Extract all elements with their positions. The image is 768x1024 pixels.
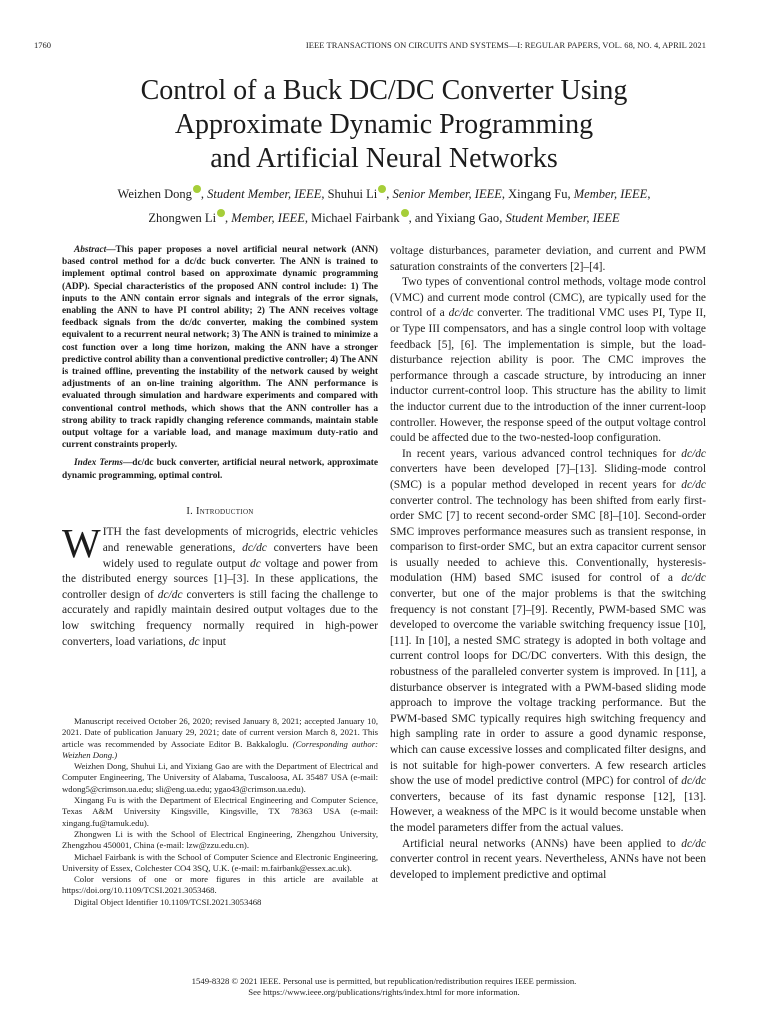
footnote <box>62 716 378 761</box>
text-run: dc/dc <box>681 837 706 850</box>
intro-first-word: ITH <box>102 526 122 539</box>
text-run: input <box>199 635 226 648</box>
title-line-1: Control of a Buck DC/DC Converter Using <box>140 75 628 106</box>
author-name: Weizhen Dong <box>117 187 192 201</box>
abstract-text: This paper proposes a novel artificial neural network (ANN) based control method for a dc/dc buck converter. The ANN is trained to implement optimal control based on approximate dynamic programming (ADP). Special characteristics of the proposed ANN control include: 1) The inputs to the ANN contain error signals and integrals of the error signals, enabling the ANN to have PI control ability; 2) The ANN receives voltage feedback signals from the dc/dc converter, making the combined system equivalent to a recurrent neural network; 3) The ANN is trained to minimize a cost function over a long time horizon, making the ANN have a stronger predictive control ability than a conventional predictive controller; 4) The ANN is trained offline, preventing the instability of the network caused by weight adjustments of an on-line training algorithm. The ANN performance is evaluated through simulation and hardware experiments and compared with conventional control methods, which shows that the ANN controller has a strong ability to track rapidly changing reference commands, maintain stable output voltage for a variable load, and manage maximum duty-ratio and current constraints properly. <box>62 245 378 451</box>
title-line-2: Approximate Dynamic Programming <box>174 109 594 140</box>
author-name: Yixiang Gao <box>435 211 500 225</box>
text-run: dc/dc <box>157 588 183 601</box>
text-run: (Corresponding author: Weizhen Dong.) <box>62 738 378 760</box>
index-terms: Index Terms—dc/dc buck converter, artificial neural network, approximate dynamic programming, optimal control. <box>62 458 379 481</box>
body-paragraph <box>390 837 706 884</box>
abstract: Abstract—This paper proposes a novel artificial neural network (ANN) based control method for a dc/dc buck converter. The ANN is trained to implement optimal control based on approximate dynamic programming (ADP). Special characteristics of the proposed ANN control include: 1) The inputs to the ANN contain error signals and integrals of the error signals, enabling the ANN to have PI control ability; 2) The ANN receives voltage feedback signals from the dc/dc converter, making the combined system equivalent to a recurrent neural network; 3) The ANN is trained to minimize a cost function over a long time horizon, making the ANN have a stronger predictive control ability than a conventional predictive controller; 4) The ANN is trained offline, preventing the instability of the network caused by weight adjustments of an on-line training algorithm. The ANN performance is evaluated through simulation and hardware experiments and compared with conventional control methods, which shows that the ANN controller has a strong ability to track rapidly changing reference commands, maintain stable output voltage for a variable load, and manage maximum duty-ratio and current constraints properly. <box>62 245 378 451</box>
right-column <box>390 244 706 883</box>
copyright-notice <box>100 976 668 998</box>
author-membership: Member, IEEE <box>573 187 648 201</box>
footnote: Color versions of one or more figures in this article are available at https://doi.org/10.1109/TCSI.2021.3053468. <box>62 874 378 896</box>
text-run: dc <box>250 557 261 570</box>
author-membership: Student Member, IEEE <box>207 187 322 201</box>
text-run: voltage and power from the distributed energy sources [1]–[3]. In these applications, the controller design of <box>62 557 378 601</box>
footnotes <box>62 716 378 908</box>
text-run: dc/dc <box>681 775 706 788</box>
footnote: Digital Object Identifier 10.1109/TCSI.2021.3053468 <box>74 896 262 907</box>
body-paragraph <box>390 447 706 837</box>
text-run: Two types of conventional control methods, voltage mode control (VMC) and current mode control (CMC), are typically used for the control of a <box>390 276 706 320</box>
author-name: Zhongwen Li <box>148 211 217 225</box>
abstract-label: Abstract <box>74 245 107 255</box>
orcid-icon[interactable] <box>401 209 409 217</box>
text-run: Manuscript received October 26, 2020; revised January 8, 2021; accepted January 10, 2021. Date of publication January 29, 2021; date of current version March 8, 2021. This article was recommended by Associate Editor B. Bakkaloglu. <box>62 716 378 749</box>
intro-paragraph <box>62 520 379 650</box>
orcid-icon[interactable] <box>378 185 386 193</box>
author-list: Weizhen Dong , Student Member, IEEE, Shuhui Li , Senior Member, IEEE, Xingang Fu, Member, IEEE, Zhongwen Li , Member, IEEE, Michael Fairbank , and Yixiang Gao, Student Member, IEEE <box>117 187 651 225</box>
text-run: converter. The traditional VMC uses PI, Type II, or Type III compensators, and has a single control loop with voltage feedback [5], [6]. The implementation is simple, but the load-disturbance rejection ability is poor. The CMC improves the performance through a cascade structure, by introducing an inner inductor current-control loop. This structure has the ability to limit the inductor current due to the introduction of the inner current-loop controller. However, the response speed of the output voltage control could be affected due to the two-nested-loop configuration. <box>390 307 706 445</box>
index-terms-label: Index Terms <box>74 458 123 469</box>
footnote: Weizhen Dong, Shuhui Li, and Yixiang Gao are with the Department of Electrical and Computer Engineering, The University of Alabama, Tuscaloosa, AL 35487 USA (e-mail: wdong5@crimson.ua.edu; sli@eng.ua.edu; ygao43@crimson.ua.edu). <box>62 761 378 794</box>
text-run: dc/dc <box>681 447 706 460</box>
text-run: dc/dc <box>681 478 706 491</box>
text-run: Artificial neural networks (ANNs) have been applied to <box>402 837 682 850</box>
text-run: dc <box>188 635 200 648</box>
journal-header: IEEE TRANSACTIONS ON CIRCUITS AND SYSTEMS—I: REGULAR PAPERS, VOL. 68, NO. 4, APRIL 2021 <box>305 40 706 50</box>
text-run: converter, but one of the major problems is that the switching frequency is not constant [7]–[9]. Recently, PWM-based SMC was developed to overcome the variable switching frequency issue [10], [11]. In [10], a nested SMC strategy is adopted in both voltage and current control loops for DC/DC converters. With this design, the robustness of the paralleled converter system is improved. In [11], a disturbance observer is integrated with a PWM-based sliding mode approach to improve the voltage tracking performance. But the PWM-based SMC typically requires high switching frequency and high sampling rate in order to assure a good dynamic response, which can cause excessive losses and complicated filter designs, and is not suitable for high-power converters. A few research articles show the use of model predictive control (MPC) for control of <box>390 588 706 788</box>
author-name: Shuhui Li <box>327 187 378 201</box>
page-number: 1760 <box>34 40 51 50</box>
paper-title <box>60 74 708 176</box>
author-name: Michael Fairbank <box>311 211 400 225</box>
text-run: converter control in recent years. Nevertheless, ANNs have not been developed to implement predictive and optimal <box>390 853 706 881</box>
index-terms-text: dc/dc buck converter, artificial neural network, approximate dynamic programming, optimal control. <box>62 458 379 481</box>
text-run: converters, because of its fast dynamic response [12], [13]. However, a weakness of the MPC is it would become unstable when the model parameters differ from the actual values. <box>390 790 706 834</box>
body-paragraph: voltage disturbances, parameter deviation, and current and PWM saturation constraints of the converters [2]–[4]. <box>390 245 706 273</box>
copyright-line[interactable]: See https://www.ieee.org/publications/rights/index.html for more information. <box>248 987 520 997</box>
author-conjunction: and <box>414 211 433 225</box>
author-membership: Member, IEEE <box>231 211 305 225</box>
orcid-icon[interactable] <box>217 209 225 217</box>
text-run: dc/dc <box>448 307 474 320</box>
text-run: the fast developments of microgrids, electric vehicles and renewable generations, <box>102 526 378 555</box>
text-run: converter control. The technology has been shifted from early first-order SMC [7] to recent second-order SMC [8]–[10]. Second-order SMC improves performance measures such as transient response, in comparison to first-order SMC, but an extra capacitor current sensor is usually needed to achieve this. Conventionally, hysteresis-modulation (HM) based SMC isused for control of a <box>390 494 706 585</box>
footnote: Zhongwen Li is with the School of Electrical Engineering, Zhengzhou University, Zhengzhou 450001, China (e-mail: lzw@zzu.edu.cn). <box>62 828 378 851</box>
text-run: dc/dc <box>681 572 706 585</box>
text-run: dc/dc <box>242 542 267 555</box>
text-run: converters is still facing the challenge to accurately and rapidly maintain desired output voltages due to the low switching frequency normally required in high-power converters, load variations, <box>62 588 379 648</box>
author-name: Xingang Fu <box>508 187 568 201</box>
orcid-icon[interactable] <box>193 185 201 193</box>
title-line-3: and Artificial Neural Networks <box>210 143 558 174</box>
copyright-line: 1549-8328 © 2021 IEEE. Personal use is permitted, but republication/redistribution requires IEEE permission. <box>191 976 577 986</box>
footnote: Xingang Fu is with the Department of Electrical Engineering and Computer Science, Texas A&M University Kingsville, Kingsville, TX 78363 USA (e-mail: xingang.fu@tamuk.edu). <box>62 795 378 828</box>
body-paragraph <box>390 275 706 447</box>
author-membership: Student Member, IEEE <box>505 211 620 225</box>
text-run: In recent years, various advanced control techniques for <box>402 447 682 460</box>
section-heading <box>62 504 378 520</box>
drop-cap: W <box>62 520 101 567</box>
section-numeral: I. <box>186 505 194 517</box>
text-run: converters have been developed [7]–[13]. Sliding-mode control (SMC) is a popular method developed in recent years for <box>390 463 706 491</box>
author-membership: Senior Member, IEEE <box>392 187 502 201</box>
text-run: converters have been widely used to regulate output <box>102 542 378 570</box>
left-column <box>62 244 378 650</box>
footnote: Michael Fairbank is with the School of Computer Science and Electronic Engineering, University of Essex, Colchester CO4 3SQ, U.K. (e-mail: m.fairbank@essex.ac.uk). <box>62 851 378 873</box>
section-title: Introduction <box>196 505 254 517</box>
